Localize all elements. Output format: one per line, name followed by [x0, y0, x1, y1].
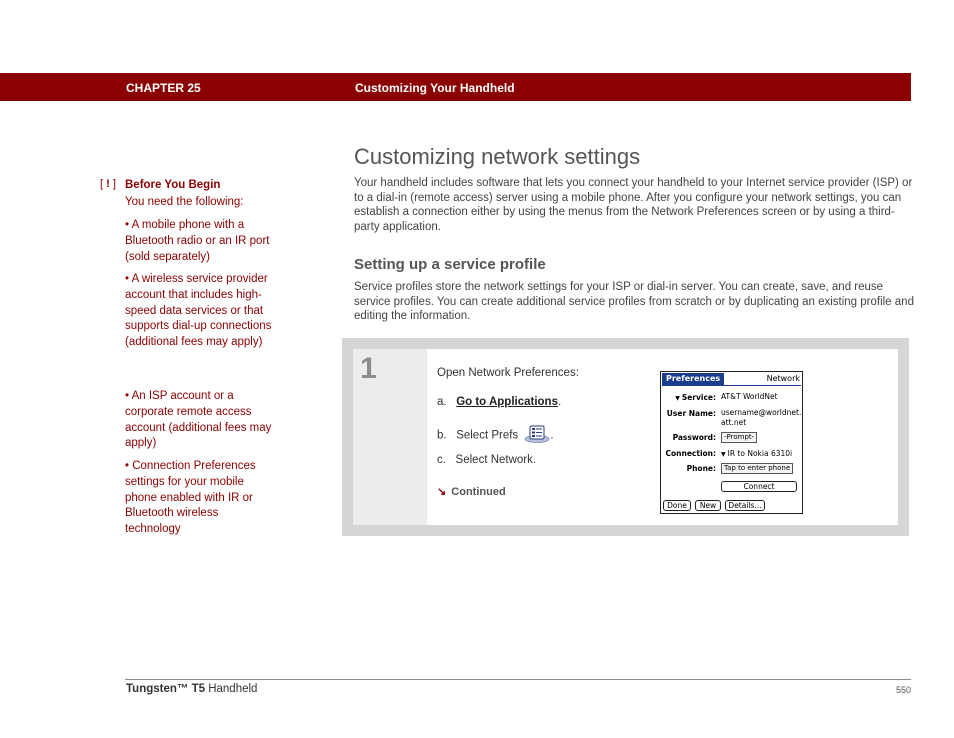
go-to-applications-link[interactable]: Go to Applications: [456, 396, 558, 408]
chapter-header-bar: [0, 73, 911, 101]
chapter-number: CHAPTER 25: [126, 81, 201, 95]
intro-paragraph: Your handheld includes software that lets you connect your handheld to your Internet service provider (ISP) or to a dial-in (remote access) server using a mobile phone. After you configure your network settings, you can establish a connection either by using the menus from the Network Preferences screen or by using a third-party application.: [354, 177, 913, 233]
section-paragraph: Service profiles store the network settings for your ISP or dial-in server. You can create, save, and reuse service profiles. You can create additional service profiles from scratch or by duplicating an existing profile and editing the information.: [354, 281, 914, 323]
requirement-item: • A mobile phone with a Bluetooth radio or an IR port (sold separately): [125, 219, 270, 263]
preferences-tab: Preferences: [662, 373, 724, 385]
step-number: 1: [360, 352, 377, 385]
footer-product-name: Handheld: [205, 683, 258, 695]
step-b: [437, 425, 554, 446]
password-field: -Prompt-: [721, 432, 757, 443]
username-value-line-1: username@worldnet.: [721, 408, 802, 417]
step-a-suffix: .: [557, 396, 562, 408]
footer-divider: [125, 679, 911, 680]
password-label: Password:: [672, 433, 716, 442]
dropdown-triangle-icon: ▼: [675, 395, 680, 402]
step-a: [437, 396, 561, 408]
footer-product: [126, 683, 257, 695]
section-title: Setting up a service profile: [354, 256, 546, 273]
attention-icon: [ ! ]: [100, 178, 116, 190]
step-b-suffix: .: [550, 429, 554, 442]
requirement-item: • An ISP account or a corporate remote access account (additional fees may apply): [125, 390, 272, 450]
network-panel-label: Network: [766, 374, 800, 383]
step-c-text: Select Network.: [455, 454, 537, 466]
step-a-prefix: a.: [437, 396, 447, 408]
details-button: Details...: [725, 500, 765, 511]
username-label: User Name:: [666, 409, 716, 418]
continued-indicator: [437, 485, 506, 498]
step-b-prefix: b.: [437, 429, 447, 442]
chapter-title: Customizing Your Handheld: [355, 81, 515, 95]
title-underline: [662, 385, 801, 386]
sidebar-title: Before You Begin: [125, 179, 221, 191]
service-label: ▼ Service:: [675, 393, 716, 402]
page-number: 550: [895, 685, 911, 695]
new-button: New: [695, 500, 721, 511]
step-instruction: Open Network Preferences:: [437, 367, 579, 379]
footer-brand: Tungsten™ T5: [126, 683, 206, 695]
dropdown-triangle-icon: ▼: [721, 451, 726, 458]
page-title: Customizing network settings: [354, 144, 641, 169]
connection-value: ▼ IR to Nokia 6310i: [721, 449, 793, 458]
continued-arrow-icon: ↘: [437, 486, 447, 498]
step-b-text: Select Prefs: [456, 429, 519, 442]
connection-label: Connection:: [665, 449, 716, 458]
phone-label: Phone:: [686, 464, 716, 473]
prefs-icon: [524, 425, 550, 446]
connect-button: Connect: [721, 481, 797, 492]
service-value: AT&T WorldNet: [721, 392, 778, 401]
step-c-prefix: c.: [437, 454, 446, 466]
phone-field: Tap to enter phone: [721, 463, 793, 474]
username-value-line-2: att.net: [721, 418, 747, 427]
requirement-item: • A wireless service provider account that includes high-speed data services or that supports dial-up connections (additional fees may apply): [125, 273, 272, 349]
continued-label: Continued: [451, 486, 506, 498]
done-button: Done: [663, 500, 691, 511]
requirement-item: • Connection Preferences settings for your mobile phone enabled with IR or Bluetooth wireless technology: [125, 460, 256, 536]
sidebar-intro: You need the following:: [125, 196, 244, 208]
network-preferences-screenshot: [660, 371, 803, 514]
step-c: [437, 454, 536, 466]
